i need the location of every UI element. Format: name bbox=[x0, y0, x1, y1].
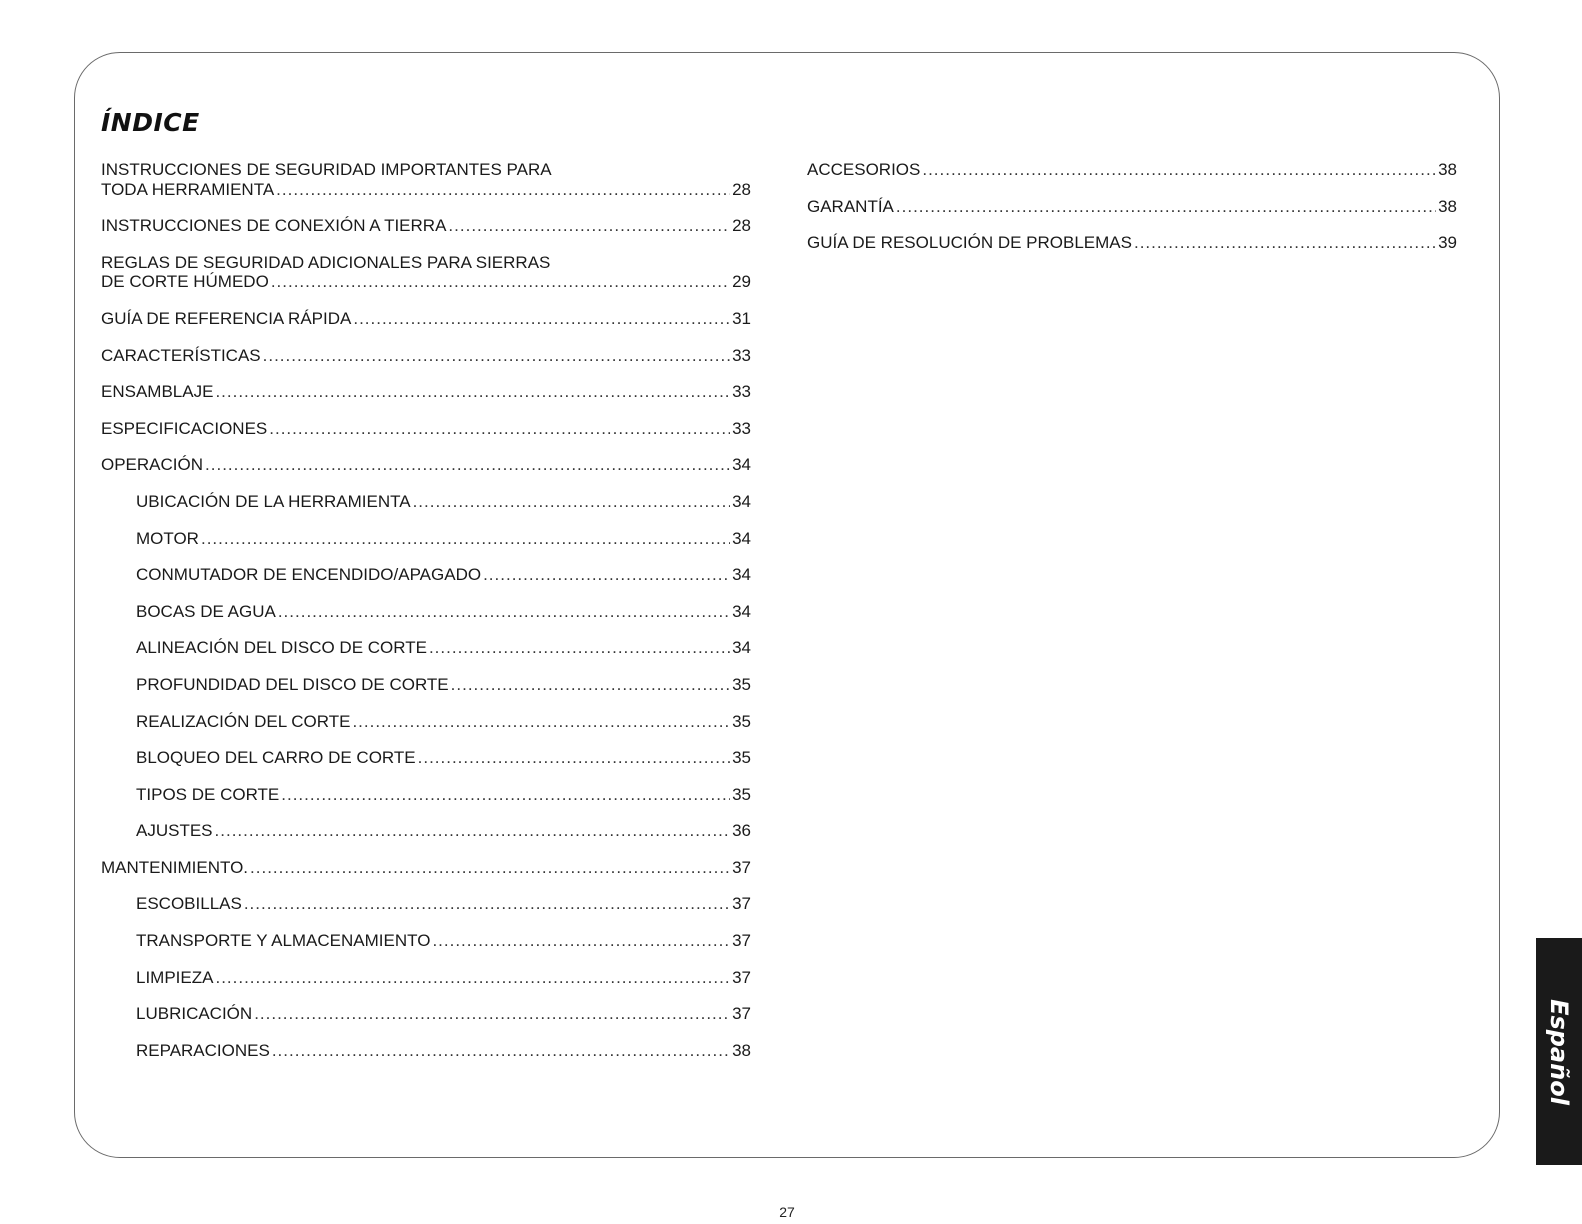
page-number: 27 bbox=[779, 1204, 795, 1220]
toc-entry-line bbox=[101, 272, 751, 292]
toc-entry-title: BOCAS DE AGUA bbox=[136, 601, 276, 621]
toc-entry bbox=[101, 309, 751, 329]
toc-entry-line bbox=[136, 529, 751, 549]
toc-entry-page: 35 bbox=[732, 711, 751, 731]
dot-leader bbox=[448, 216, 730, 236]
toc-entry-page: 35 bbox=[732, 674, 751, 694]
toc-entry bbox=[807, 160, 1457, 180]
toc-entry-title: GUÍA DE RESOLUCIÓN DE PROBLEMAS bbox=[807, 233, 1132, 253]
toc-entry-page: 37 bbox=[732, 894, 751, 914]
toc-entry-page: 37 bbox=[732, 1004, 751, 1024]
toc-left-column bbox=[101, 160, 751, 1077]
toc-entry bbox=[101, 529, 751, 549]
toc-entry-title: ACCESORIOS bbox=[807, 160, 921, 179]
toc-entry-line bbox=[101, 455, 751, 475]
toc-entry-line bbox=[136, 821, 751, 841]
toc-entry-page: 38 bbox=[1438, 196, 1457, 216]
toc-entry bbox=[101, 675, 751, 695]
toc-entry-title: AJUSTES bbox=[136, 821, 213, 841]
toc-entry-line bbox=[136, 1004, 751, 1024]
toc-entry-title: ENSAMBLAJE bbox=[101, 382, 214, 402]
toc-entry-title: DE CORTE HÚMEDO bbox=[101, 272, 269, 292]
dot-leader bbox=[205, 455, 730, 475]
toc-entry-title: PROFUNDIDAD DEL DISCO DE CORTE bbox=[136, 674, 449, 694]
toc-entry-page: 34 bbox=[732, 528, 751, 548]
toc-entry-page: 39 bbox=[1438, 233, 1457, 253]
dot-leader bbox=[418, 748, 730, 768]
toc-entry-page: 34 bbox=[732, 565, 751, 585]
toc-entry bbox=[101, 565, 751, 585]
toc-entry bbox=[101, 712, 751, 732]
toc-entry-title: ESCOBILLAS bbox=[136, 894, 242, 914]
toc-entry-title: TIPOS DE CORTE bbox=[136, 784, 280, 804]
toc-entry-page: 37 bbox=[732, 931, 751, 951]
toc-entry-title: TRANSPORTE Y ALMACENAMIENTO bbox=[136, 931, 431, 951]
toc-entry-line bbox=[101, 419, 751, 439]
language-tab-label: Español bbox=[1545, 998, 1573, 1105]
dot-leader bbox=[272, 1041, 730, 1061]
toc-entry-page: 37 bbox=[732, 967, 751, 987]
language-tab bbox=[1536, 938, 1582, 1165]
toc-entry-page: 34 bbox=[732, 638, 751, 658]
toc-entry-line bbox=[136, 675, 751, 695]
toc-entry-page: 35 bbox=[732, 748, 751, 768]
toc-entry-title: MOTOR bbox=[136, 528, 199, 548]
toc-entry-line bbox=[807, 197, 1457, 217]
dot-leader bbox=[201, 529, 730, 549]
dot-leader bbox=[271, 272, 730, 292]
toc-entry bbox=[101, 253, 751, 292]
toc-entry-title: LUBRICACIÓN bbox=[136, 1004, 253, 1024]
dot-leader bbox=[413, 492, 731, 512]
dot-leader bbox=[451, 675, 730, 695]
toc-entry-line bbox=[136, 565, 751, 585]
toc-entry-title: REALIZACIÓN DEL CORTE bbox=[136, 711, 351, 731]
toc-entry-page: 35 bbox=[732, 784, 751, 804]
dot-leader bbox=[215, 382, 730, 402]
toc-entry-line bbox=[101, 180, 751, 200]
toc-entry-line bbox=[807, 160, 1457, 180]
toc-entry-line bbox=[101, 216, 751, 236]
toc-entry-line bbox=[101, 309, 751, 329]
toc-entry bbox=[101, 1041, 751, 1061]
toc-entry-line bbox=[101, 346, 751, 366]
toc-entry-title: GARANTÍA bbox=[807, 196, 894, 216]
toc-entry-line bbox=[136, 748, 751, 768]
dot-leader bbox=[215, 821, 731, 841]
toc-right-column bbox=[807, 160, 1457, 270]
dot-leader bbox=[352, 712, 730, 732]
toc-entry bbox=[101, 216, 751, 236]
dot-leader bbox=[922, 160, 1436, 180]
toc-entry-page: 34 bbox=[732, 491, 751, 511]
toc-entry bbox=[101, 858, 751, 878]
toc-entry bbox=[101, 748, 751, 768]
toc-entry-page: 37 bbox=[732, 857, 751, 877]
dot-leader bbox=[263, 346, 730, 366]
toc-entry-title-line: INSTRUCCIONES DE SEGURIDAD IMPORTANTES PARA bbox=[101, 160, 552, 179]
toc-entry bbox=[101, 1004, 751, 1024]
dot-leader bbox=[244, 894, 730, 914]
toc-entry bbox=[101, 455, 751, 475]
toc-entry bbox=[807, 233, 1457, 253]
toc-entry bbox=[101, 346, 751, 366]
toc-entry bbox=[101, 492, 751, 512]
toc-entry-title: REPARACIONES bbox=[136, 1040, 270, 1060]
toc-entry-title: OPERACIÓN bbox=[101, 455, 204, 475]
toc-entry bbox=[101, 419, 751, 439]
toc-entry-line bbox=[136, 894, 751, 914]
toc-entry-title: MANTENIMIENTO. bbox=[101, 857, 249, 877]
dot-leader bbox=[1134, 233, 1436, 253]
toc-entry-line bbox=[136, 1041, 751, 1061]
toc-entry-title: ESPECIFICACIONES bbox=[101, 418, 268, 438]
toc-entry-page: 38 bbox=[1438, 160, 1457, 179]
toc-entry bbox=[101, 382, 751, 402]
toc-entry bbox=[101, 821, 751, 841]
page-title: ÍNDICE bbox=[101, 108, 200, 137]
dot-leader bbox=[278, 602, 730, 622]
dot-leader bbox=[276, 180, 730, 200]
toc-entry-page: 31 bbox=[732, 308, 751, 328]
toc-entry-page: 34 bbox=[732, 455, 751, 475]
toc-entry-title: INSTRUCCIONES DE CONEXIÓN A TIERRA bbox=[101, 216, 447, 236]
toc-entry-title: TODA HERRAMIENTA bbox=[101, 179, 275, 199]
toc-entry-line bbox=[136, 931, 751, 951]
dot-leader bbox=[896, 197, 1436, 217]
toc-entry bbox=[807, 197, 1457, 217]
toc-entry-title: ALINEACIÓN DEL DISCO DE CORTE bbox=[136, 638, 427, 658]
toc-entry-page: 33 bbox=[732, 345, 751, 365]
dot-leader bbox=[215, 968, 730, 988]
toc-entry-line bbox=[136, 712, 751, 732]
toc-entry-line bbox=[136, 785, 751, 805]
dot-leader bbox=[254, 1004, 730, 1024]
toc-entry-page: 28 bbox=[732, 179, 751, 199]
toc-entry-title: BLOQUEO DEL CARRO DE CORTE bbox=[136, 748, 416, 768]
dot-leader bbox=[353, 309, 730, 329]
toc-entry bbox=[101, 160, 751, 199]
toc-entry-line bbox=[101, 858, 751, 878]
toc-entry-page: 29 bbox=[732, 272, 751, 292]
toc-entry-page: 36 bbox=[732, 821, 751, 841]
toc-entry-line bbox=[807, 233, 1457, 253]
toc-entry-page: 34 bbox=[732, 601, 751, 621]
toc-entry-title: CONMUTADOR DE ENCENDIDO/APAGADO bbox=[136, 565, 482, 585]
dot-leader bbox=[250, 858, 730, 878]
dot-leader bbox=[269, 419, 730, 439]
toc-entry-title-line: REGLAS DE SEGURIDAD ADICIONALES PARA SIERRAS bbox=[101, 252, 551, 272]
dot-leader bbox=[429, 638, 730, 658]
toc-entry bbox=[101, 638, 751, 658]
toc-entry bbox=[101, 968, 751, 988]
dot-leader bbox=[483, 565, 730, 585]
toc-entry bbox=[101, 931, 751, 951]
toc-entry-title: GUÍA DE REFERENCIA RÁPIDA bbox=[101, 308, 352, 328]
toc-entry-line bbox=[136, 968, 751, 988]
dot-leader bbox=[432, 931, 730, 951]
toc-entry-page: 28 bbox=[732, 216, 751, 236]
toc-entry-title: UBICACIÓN DE LA HERRAMIENTA bbox=[136, 491, 411, 511]
toc-entry-page: 38 bbox=[732, 1040, 751, 1060]
toc-entry-line bbox=[101, 382, 751, 402]
toc-entry-line bbox=[136, 638, 751, 658]
toc-entry-page: 33 bbox=[732, 418, 751, 438]
toc-entry-line bbox=[136, 602, 751, 622]
toc-entry bbox=[101, 602, 751, 622]
dot-leader bbox=[281, 785, 730, 805]
toc-entry-page: 33 bbox=[732, 382, 751, 402]
toc-entry-line bbox=[136, 492, 751, 512]
toc-entry bbox=[101, 785, 751, 805]
toc-entry bbox=[101, 894, 751, 914]
toc-entry-title: LIMPIEZA bbox=[136, 967, 214, 987]
toc-entry-title: CARACTERÍSTICAS bbox=[101, 345, 261, 365]
